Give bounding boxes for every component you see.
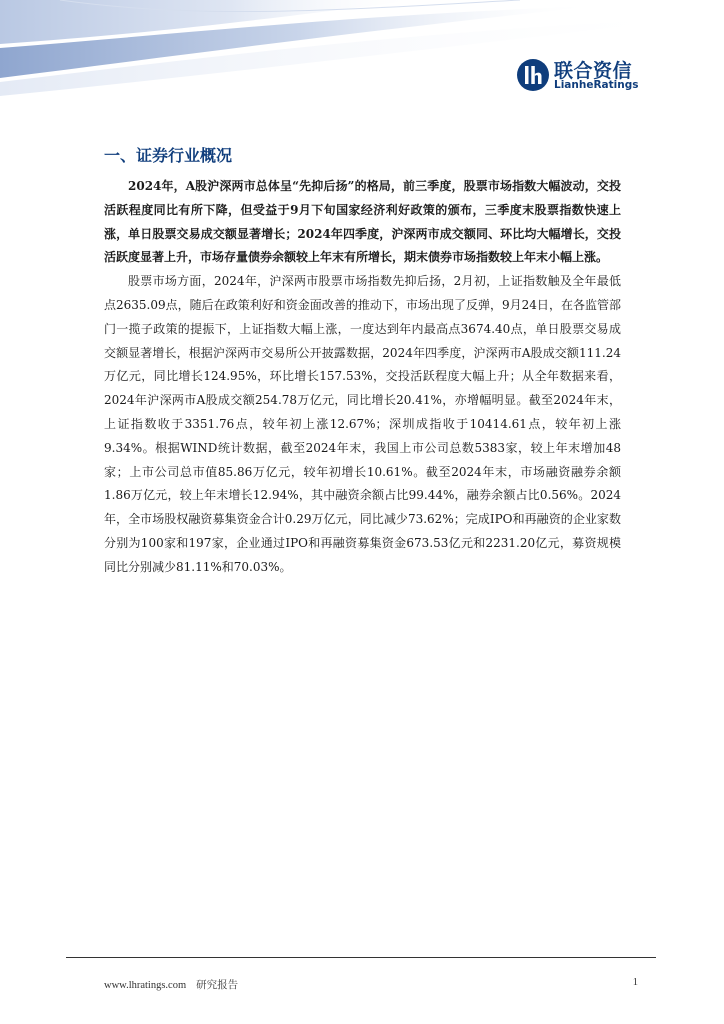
company-logo — [516, 56, 646, 96]
footer-doc-type: 研究报告 — [196, 980, 239, 991]
page-number: 1 — [632, 977, 638, 988]
footer-website: www.lhratings.com — [104, 980, 187, 991]
body-content — [104, 175, 621, 580]
logo-name-en: LianheRatings — [554, 79, 639, 91]
logo-name-cn: 联合资信 — [554, 60, 633, 82]
footer-info — [104, 977, 238, 992]
body-paragraph: 股票市场方面，2024年，沪深两市股票市场指数先抑后扬，2月初，上证指数触及全年最低点2635.09点，随后在政策利好和资金面改善的推动下，市场出现了反弹，9月24日，在各监管部门一揽子政策的提振下，上证指数大幅上涨，一度达到年内最高点3674.40点，单日股票交易成交额显著增长，根据沪深两市交易所公开披露数据，2024年四季度，沪深两市A股成交额111.24万亿元，同比增长124.95%，环比增长157.53%，交投活跃程度大幅上升；从全年数据来看，2024年沪深两市A股成交额254.78万亿元，同比增长20.41%，亦增幅明显。截至2024年末，上证指数收于3351.76点，较年初上涨12.67%；深圳成指收于10414.61点，较年初上涨9.34%。根据WIND统计数据，截至2024年末，我国上市公司总数5383家，较上年末增加48家；上市公司总市值85.86万亿元，较年初增长10.61%。截至2024年末，市场融资融券余额1.86万亿元，较上年末增长12.94%，其中融资余额占比99.44%，融券余额占比0.56%。2024年，全市场股权融资募集资金合计0.29万亿元，同比减少73.62%；完成IPO和再融资的企业家数分别为100家和197家，企业通过IPO和再融资募集资金673.53亿元和2231.20亿元，募资规模同比分别减少81.11%和70.03%。 — [104, 274, 621, 574]
footer-divider — [66, 957, 656, 958]
section-title: 一、证券行业概况 — [104, 146, 233, 165]
lianhe-logo-icon — [516, 58, 550, 92]
summary-paragraph: 2024年，A股沪深两市总体呈“先抑后扬”的格局，前三季度，股票市场指数大幅波动，交投活跃程度同比有所下降，但受益于9月下旬国家经济利好政策的颁布，三季度末股票指数快速上涨，单日股票交易成交额显著增长；2024年四季度，沪深两市成交额同、环比均大幅增长，交投活跃度显著上升，市场存量债券余额较上年末有所增长，期末债券市场指数较上年末小幅上涨。 — [104, 179, 621, 265]
